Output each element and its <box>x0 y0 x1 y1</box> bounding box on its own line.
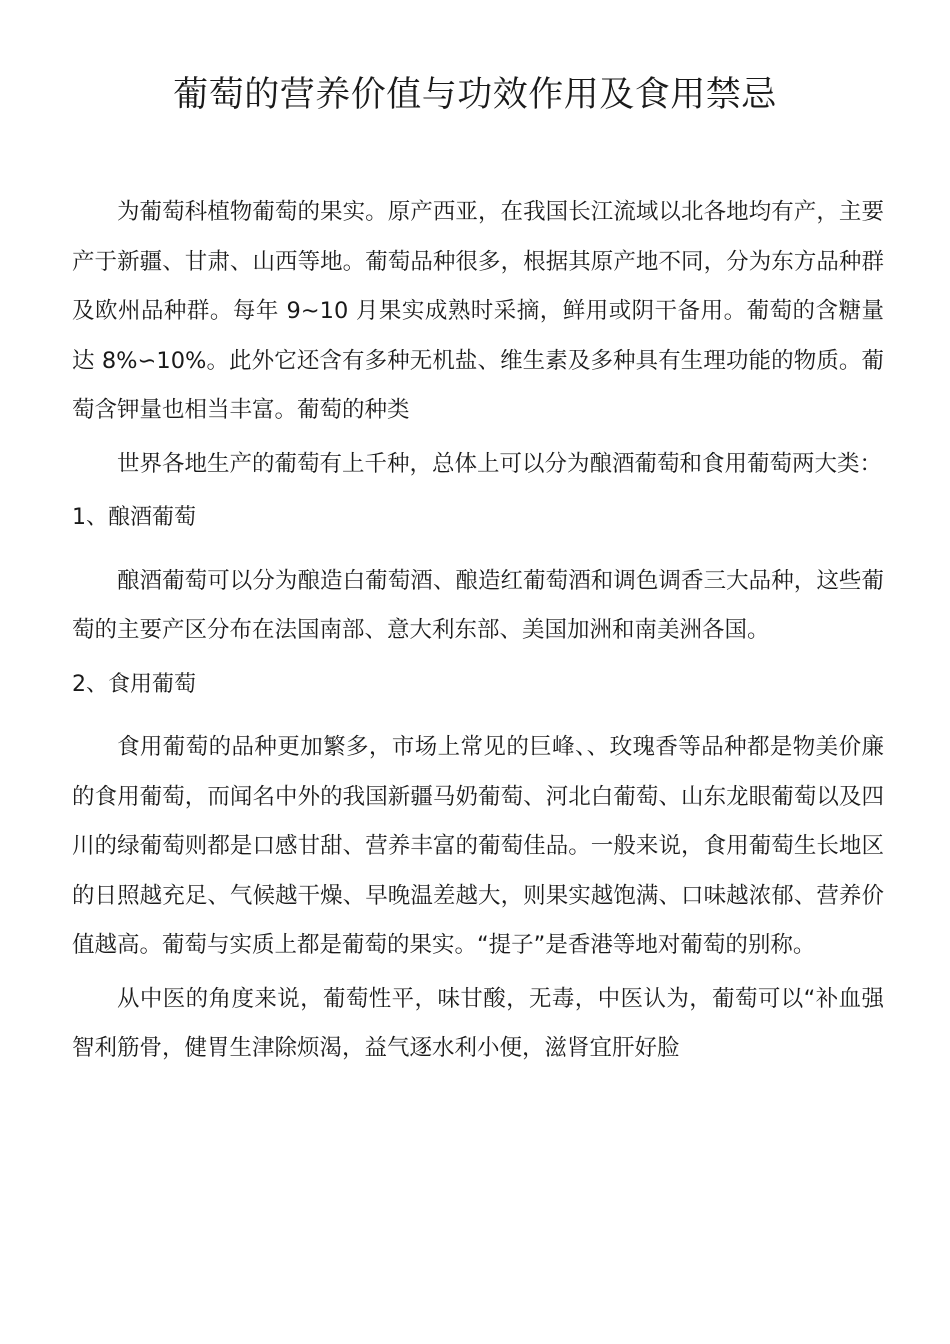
table-grape-paragraph: 食用葡萄的品种更加繁多，市场上常见的巨峰、、玫瑰香等品种都是物美价廉的食用葡萄，而闻名中外的我国新疆马奶葡萄、河北白葡萄、山东龙眼葡萄以及四川的绿葡萄则都是口感甘甜、营养丰富的葡萄佳品。一般来说，食用葡萄生长地区的日照越充足、气候越干燥、早晚温差越大，则果实越饱满、口味越浓郁、营养价值越高。葡萄与实质上都是葡萄的果实。“提子”是香港等地对葡萄的别称。 <box>72 734 884 958</box>
table-grape-heading: 2、食用葡萄 <box>72 671 196 697</box>
document-body <box>72 188 884 1074</box>
wine-grape-heading: 1、酿酒葡萄 <box>72 505 196 530</box>
intro-paragraph: 为葡萄科植物葡萄的果实。原产西亚，在我国长江流域以北各地均有产，主要产于新疆、甘肃、山西等地。葡萄品种很多，根据其原产地不同，分为东方品种群及欧州品种群。每年 9~10 月果实成熟时采摘，鲜用或阴干备用。葡萄的含糖量达 8%∽10%。此外它还含有多种无机盐、维生素及多种具有生理功能的物质。葡萄含钾量也相当丰富。葡萄的种类 <box>72 199 884 423</box>
wine-grape-paragraph: 酿酒葡萄可以分为酿造白葡萄酒、酿造红葡萄酒和调色调香三大品种，这些葡萄的主要产区分布在法国南部、意大利东部、美国加洲和南美洲各国。 <box>72 567 884 643</box>
document-title: 葡萄的营养价值与功效作用及食用禁忌 <box>173 75 777 115</box>
varieties-paragraph: 世界各地生产的葡萄有上千种，总体上可以分为酿酒葡萄和食用葡萄两大类： <box>117 450 883 477</box>
tcm-paragraph: 从中医的角度来说，葡萄性平，味甘酸，无毒，中医认为，葡萄可以“补血强智利筋骨，健胃生津除烦渴，益气逐水利小便，滋肾宜肝好脸 <box>72 985 884 1061</box>
